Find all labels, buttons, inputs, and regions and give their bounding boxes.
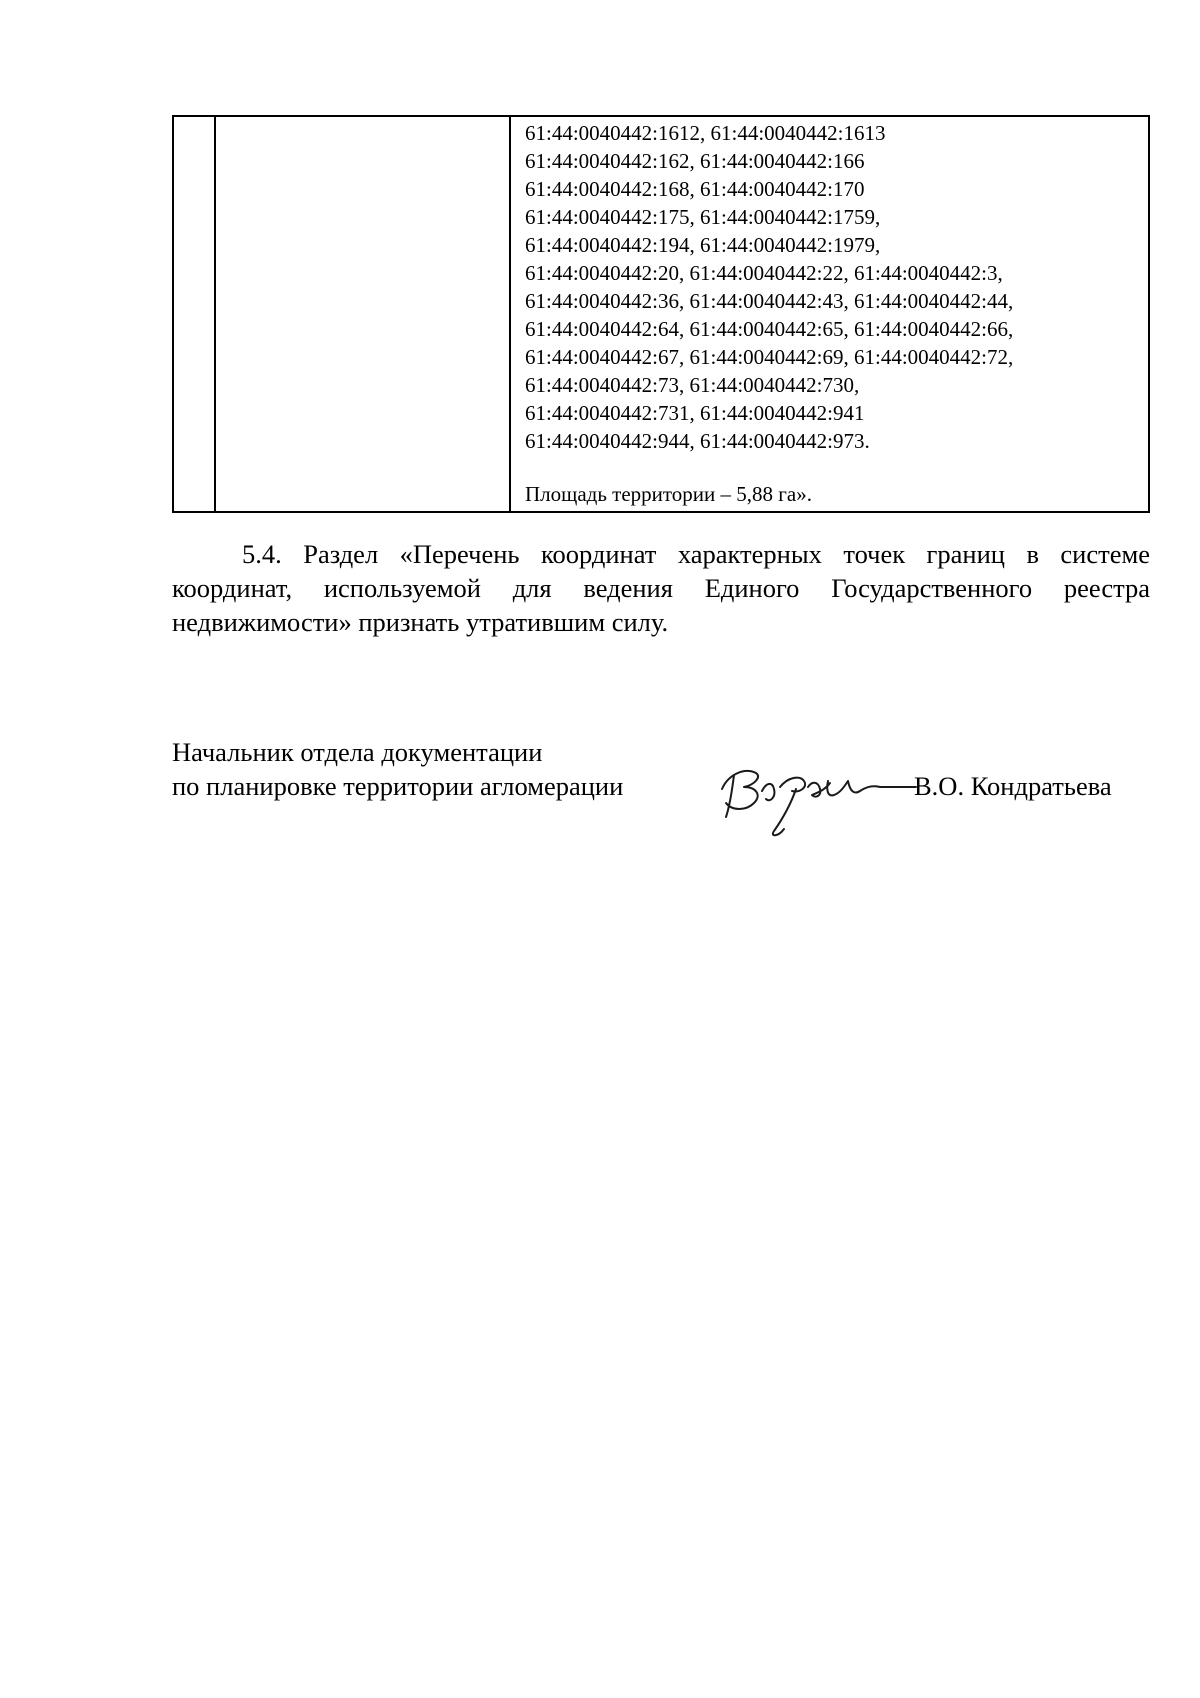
cadastral-line: 61:44:0040442:194, 61:44:0040442:1979,: [525, 233, 881, 257]
table-cell-number: [173, 116, 215, 512]
cadastral-table: [172, 115, 1150, 513]
cadastral-line: 61:44:0040442:67, 61:44:0040442:69, 61:44:0040442:72,: [525, 345, 1014, 369]
table-cell-name: [215, 116, 510, 512]
handwritten-signature: [704, 751, 924, 841]
signatory-position: [172, 735, 623, 803]
cadastral-line: 61:44:0040442:731, 61:44:0040442:941: [525, 401, 865, 425]
cadastral-line: 61:44:0040442:162, 61:44:0040442:166: [525, 149, 865, 173]
cadastral-line: 61:44:0040442:1612, 61:44:0040442:1613: [525, 121, 886, 145]
cadastral-line: 61:44:0040442:73, 61:44:0040442:730,: [525, 373, 860, 397]
cadastral-line: 61:44:0040442:36, 61:44:0040442:43, 61:44:0040442:44,: [525, 289, 1014, 313]
cadastral-line: 61:44:0040442:168, 61:44:0040442:170: [525, 177, 865, 201]
cadastral-line: 61:44:0040442:20, 61:44:0040442:22, 61:44:0040442:3,: [525, 261, 1003, 285]
territory-area: Площадь территории – 5,88 га».: [525, 482, 812, 506]
position-line: по планировке территории агломерации: [172, 771, 624, 801]
cadastral-line: 61:44:0040442:175, 61:44:0040442:1759,: [525, 205, 881, 229]
cadastral-line: 61:44:0040442:64, 61:44:0040442:65, 61:44:0040442:66,: [525, 317, 1014, 341]
section-paragraph: 5.4. Раздел «Перечень координат характерных точек границ в системе координат, используемой для ведения Единого Государственного реестра недвижимости» признать утратившим силу.: [172, 539, 1150, 637]
signatory-name: В.О. Кондратьева: [914, 771, 1112, 801]
position-line: Начальник отдела документации: [172, 737, 543, 767]
cadastral-line: 61:44:0040442:944, 61:44:0040442:973.: [525, 429, 870, 453]
table-cell-description: [510, 116, 1149, 512]
table-row: [173, 116, 1149, 512]
